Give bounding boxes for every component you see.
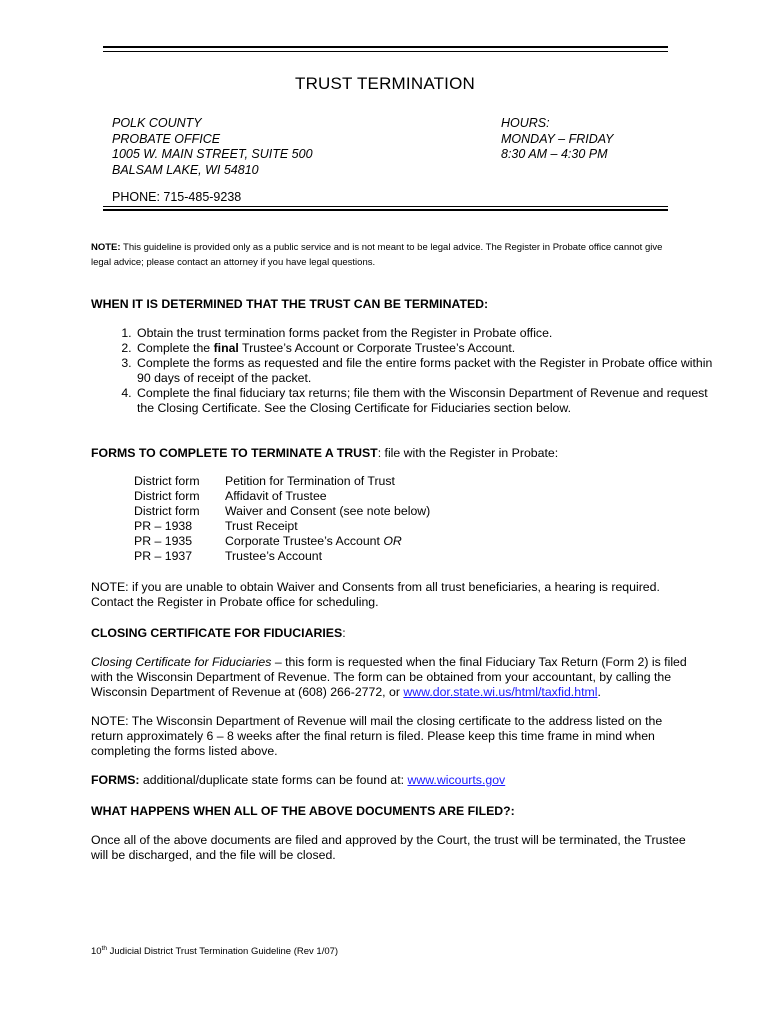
office-hours <box>501 116 614 163</box>
form-name-extra: OR <box>383 534 402 548</box>
table-row <box>134 504 430 519</box>
hours-line: HOURS: <box>501 116 550 130</box>
closing-text-end: . <box>597 685 601 699</box>
mail-note: NOTE: The Wisconsin Department of Revenue will mail the closing certificate to the address listed on the return approximately 6 – 8 weeks after the final return is filed. Please keep this time frame in mind when completing the forms listed above. <box>91 714 663 758</box>
termination-steps <box>91 326 725 416</box>
top-rule-thin <box>103 51 668 52</box>
forms-heading-suffix: : file with the Register in Probate: <box>377 446 559 460</box>
list-item <box>135 341 725 356</box>
dor-link[interactable]: www.dor.state.wi.us/html/taxfid.html <box>403 685 598 699</box>
list-item <box>135 326 725 341</box>
form-code: District form <box>134 504 200 518</box>
step-text: Trustee’s Account or Corporate Trustee’s Account. <box>238 341 516 355</box>
form-name-text: Waiver and Consent (see note below) <box>225 504 431 518</box>
footer-text: Judicial District Trust Termination Guideline (Rev 1/07) <box>107 946 339 958</box>
table-row <box>134 534 430 549</box>
closing-heading-bold: CLOSING CERTIFICATE FOR FIDUCIARIES <box>91 626 343 640</box>
list-item <box>135 386 725 416</box>
step-text: Complete the forms as requested and file the entire forms packet with the Register in Probate office within 90 days of receipt of the packet. <box>137 356 713 385</box>
form-name <box>225 534 430 549</box>
header-rule-thick <box>103 209 668 211</box>
form-name <box>225 474 430 489</box>
form-code: District form <box>134 489 200 503</box>
form-name <box>225 549 430 564</box>
form-name-text: Trust Receipt <box>225 519 298 533</box>
table-row <box>134 549 430 564</box>
header-rule <box>103 206 668 207</box>
address-line: PROBATE OFFICE <box>112 131 221 146</box>
office-address <box>112 116 313 178</box>
closing-italic-lead: Closing Certificate for Fiduciaries <box>91 655 272 669</box>
address-line: BALSAM LAKE, WI 54810 <box>112 162 259 177</box>
step-text: Complete the <box>137 341 214 355</box>
table-row <box>134 489 430 504</box>
form-name-text: Petition for Termination of Trust <box>225 474 395 488</box>
closing-text: – this form is requested when the final Fiduciary Tax Return (Form 2) is filed with the Wisconsin Department of Revenue. The form can be obtained from your accountant, by calling the Wisconsin Department of Revenue at (608) 266-2772, or <box>91 655 687 699</box>
form-name-text: Trustee’s Account <box>225 549 323 563</box>
section-heading-when-terminated: WHEN IT IS DETERMINED THAT THE TRUST CAN BE TERMINATED: <box>91 297 489 311</box>
footer-superscript: th <box>101 945 107 952</box>
address-line: POLK COUNTY <box>112 116 202 130</box>
page-footer <box>91 945 338 957</box>
forms-table <box>134 474 430 564</box>
step-text: Complete the final fiduciary tax returns; file them with the Wisconsin Department of Revenue and request the Closing Certificate. See the Closing Certificate for Fiduciaries section below. <box>137 386 708 415</box>
hours-line: MONDAY – FRIDAY <box>501 131 614 146</box>
top-rule <box>103 46 668 48</box>
note-text: This guideline is provided only as a public service and is not meant to be legal advice. The Register in Probate office cannot give legal advice; please contact an attorney if you have legal questions. <box>91 242 663 268</box>
form-name-text: Affidavit of Trustee <box>225 489 327 503</box>
form-code: PR – 1937 <box>134 549 193 563</box>
form-name <box>225 519 430 534</box>
address-line: 1005 W. MAIN STREET, SUITE 500 <box>112 147 313 161</box>
forms-heading-bold: FORMS TO COMPLETE TO TERMINATE A TRUST <box>91 446 378 460</box>
step-emphasis: final <box>213 341 239 355</box>
wicourts-link[interactable]: www.wicourts.gov <box>407 773 506 787</box>
page-title: TRUST TERMINATION <box>294 74 476 93</box>
forms-section-heading <box>91 446 558 461</box>
table-row <box>134 519 430 534</box>
closing-certificate-heading <box>91 626 346 641</box>
office-phone: PHONE: 715-485-9238 <box>112 190 242 204</box>
hours-line: 8:30 AM – 4:30 PM <box>501 147 608 161</box>
forms-text: additional/duplicate state forms can be found at: <box>139 773 408 787</box>
what-happens-text: Once all of the above documents are filed and approved by the Court, the trust will be terminated, the Trustee will be discharged, and the file will be closed. <box>91 833 686 862</box>
closing-heading-suffix: : <box>342 626 346 640</box>
note-label: NOTE: <box>91 242 121 253</box>
step-text: Obtain the trust termination forms packet from the Register in Probate office. <box>137 326 553 340</box>
table-row <box>134 474 430 489</box>
closing-certificate-text <box>91 655 691 700</box>
disclaimer-note <box>91 240 681 270</box>
forms-line <box>91 773 505 788</box>
form-name <box>225 504 430 519</box>
what-happens-heading: WHAT HAPPENS WHEN ALL OF THE ABOVE DOCUMENTS ARE FILED?: <box>91 804 515 818</box>
form-code: PR – 1938 <box>134 519 193 533</box>
form-code: District form <box>134 474 200 488</box>
footer-number: 10 <box>91 946 102 958</box>
forms-label: FORMS: <box>91 773 140 787</box>
form-name-text: Corporate Trustee’s Account <box>225 534 384 548</box>
waiver-note: NOTE: if you are unable to obtain Waiver and Consents from all trust beneficiaries, a hearing is required. Contact the Register in Probate office for scheduling. <box>91 580 660 609</box>
list-item <box>135 356 725 386</box>
form-code: PR – 1935 <box>134 534 193 548</box>
form-name <box>225 489 430 504</box>
